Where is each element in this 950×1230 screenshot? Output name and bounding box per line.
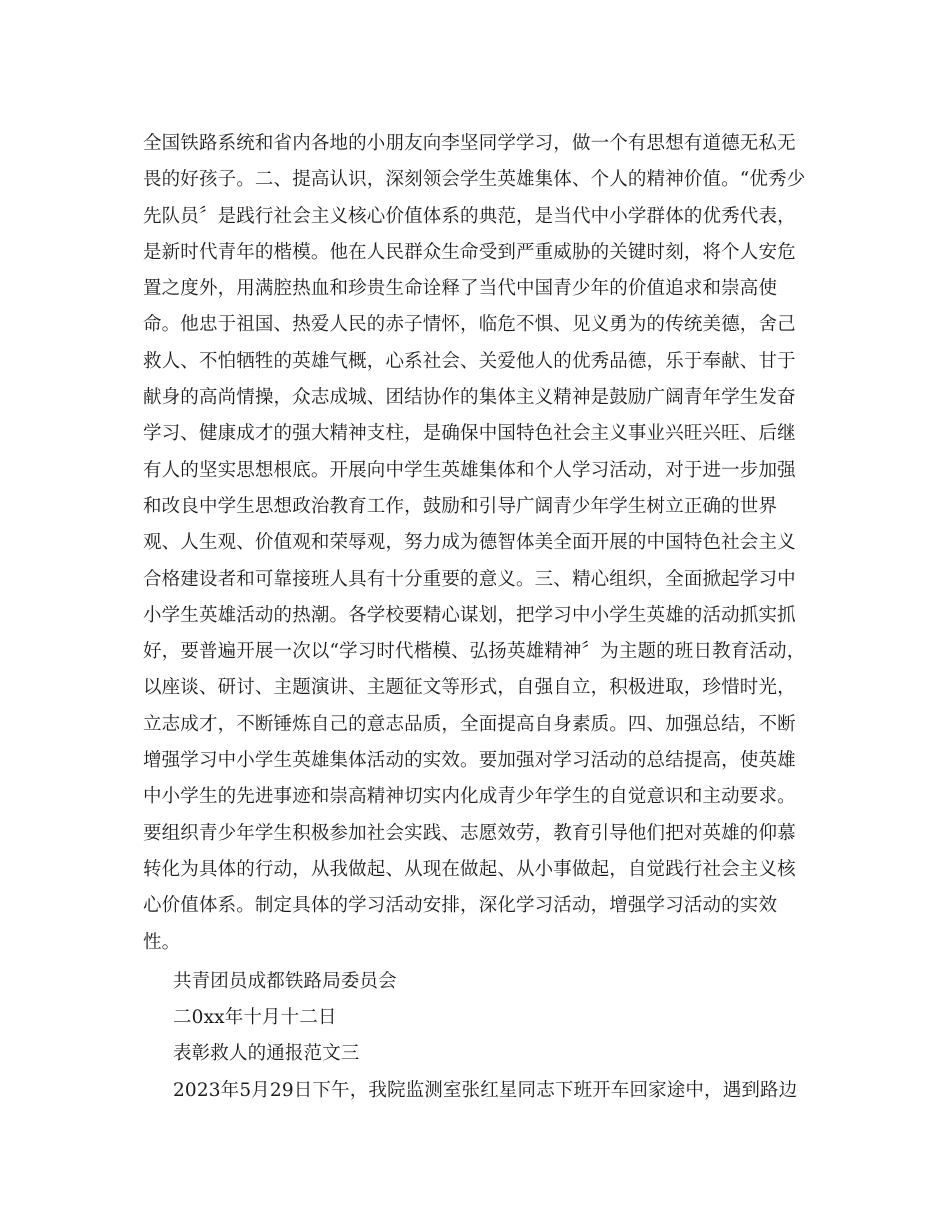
body-line: 畏的好孩子。二、提高认识，深刻领会学生英雄集体、个人的精神价值。“优秀少 xyxy=(143,169,806,191)
body-line: 和改良中学生思想政治教育工作，鼓励和引导广阔青少年学生树立正确的世界 xyxy=(143,495,778,517)
body-line: 中小学生的先进事迹和崇高精神切实内化成青少年学生的自觉意识和主动要求。 xyxy=(143,786,796,808)
body-line: 置之度外，用满腔热血和珍贵生命诠释了当代中国青少年的价值追求和崇高使 xyxy=(143,278,778,300)
body-line: 学习、健康成才的强大精神支柱，是确保中国特色社会主义事业兴旺兴旺、后继 xyxy=(143,423,796,445)
body-line: 立志成才，不断锤炼自己的意志品质，全面提高自身素质。四、加强总结，不断 xyxy=(143,713,796,735)
body-line: 有人的坚实思想根底。开展向中学生英雄集体和个人学习活动，对于进一步加强 xyxy=(143,459,796,481)
body-line: 观、人生观、价值观和荣辱观，努力成为德智体美全面开展的中国特色社会主义 xyxy=(143,532,796,554)
signature-organization: 共青团员成都铁路局委员会 xyxy=(173,970,397,992)
paragraph-first-line: 2023年5月29日下午，我院监测室张红星同志下班开车回家途中，遇到路边 xyxy=(173,1079,798,1101)
body-line: 救人、不怕牺牲的英雄气概，心系社会、关爱他人的优秀品德，乐于奉献、甘于 xyxy=(143,350,796,372)
body-line: 是新时代青年的楷模。他在人民群众生命受到严重威胁的关键时刻，将个人安危 xyxy=(143,241,796,263)
body-line: 要组织青少年学生积极参加社会实践、志愿效劳，教育引导他们把对英雄的仰慕 xyxy=(143,822,796,844)
body-line: 小学生英雄活动的热潮。各学校要精心谋划，把学习中小学生英雄的活动抓实抓 xyxy=(143,604,796,626)
body-line: 增强学习中小学生英雄集体活动的实效。要加强对学习活动的总结提高，使英雄 xyxy=(143,750,796,772)
body-line: 全国铁路系统和省内各地的小朋友向李坚同学学习，做一个有思想有道德无私无 xyxy=(143,133,796,154)
body-line: 好，要普遍开展一次以“学习时代楷模、弘扬英雄精神〞为主题的班日教育活动， xyxy=(143,641,806,663)
body-line: 以座谈、研讨、主题演讲、主题征文等形式，自强自立，积极进取，珍惜时光， xyxy=(143,677,796,699)
body-line: 命。他忠于祖国、热爱人民的赤子情怀，临危不惧、见义勇为的传统美德，舍己 xyxy=(143,314,796,336)
body-line: 合格建设者和可靠接班人具有十分重要的意义。三、精心组织，全面掀起学习中 xyxy=(143,568,796,590)
body-line: 转化为具体的行动，从我做起、从现在做起、从小事做起，自觉践行社会主义核 xyxy=(143,858,796,880)
signature-date: 二0xx年十月十二日 xyxy=(173,1007,337,1029)
section-title: 表彰救人的通报范文三 xyxy=(173,1043,360,1065)
body-line: 心价值体系。制定具体的学习活动安排，深化学习活动，增强学习活动的实效 xyxy=(143,895,778,917)
body-line: 性。 xyxy=(143,931,181,953)
document-body xyxy=(143,126,808,1109)
body-line: 先队员〞是践行社会主义核心价值体系的典范，是当代中小学群体的优秀代表， xyxy=(143,205,796,227)
body-line: 献身的高尚情操，众志成城、团结协作的集体主义精神是鼓励广阔青年学生发奋 xyxy=(143,387,796,409)
